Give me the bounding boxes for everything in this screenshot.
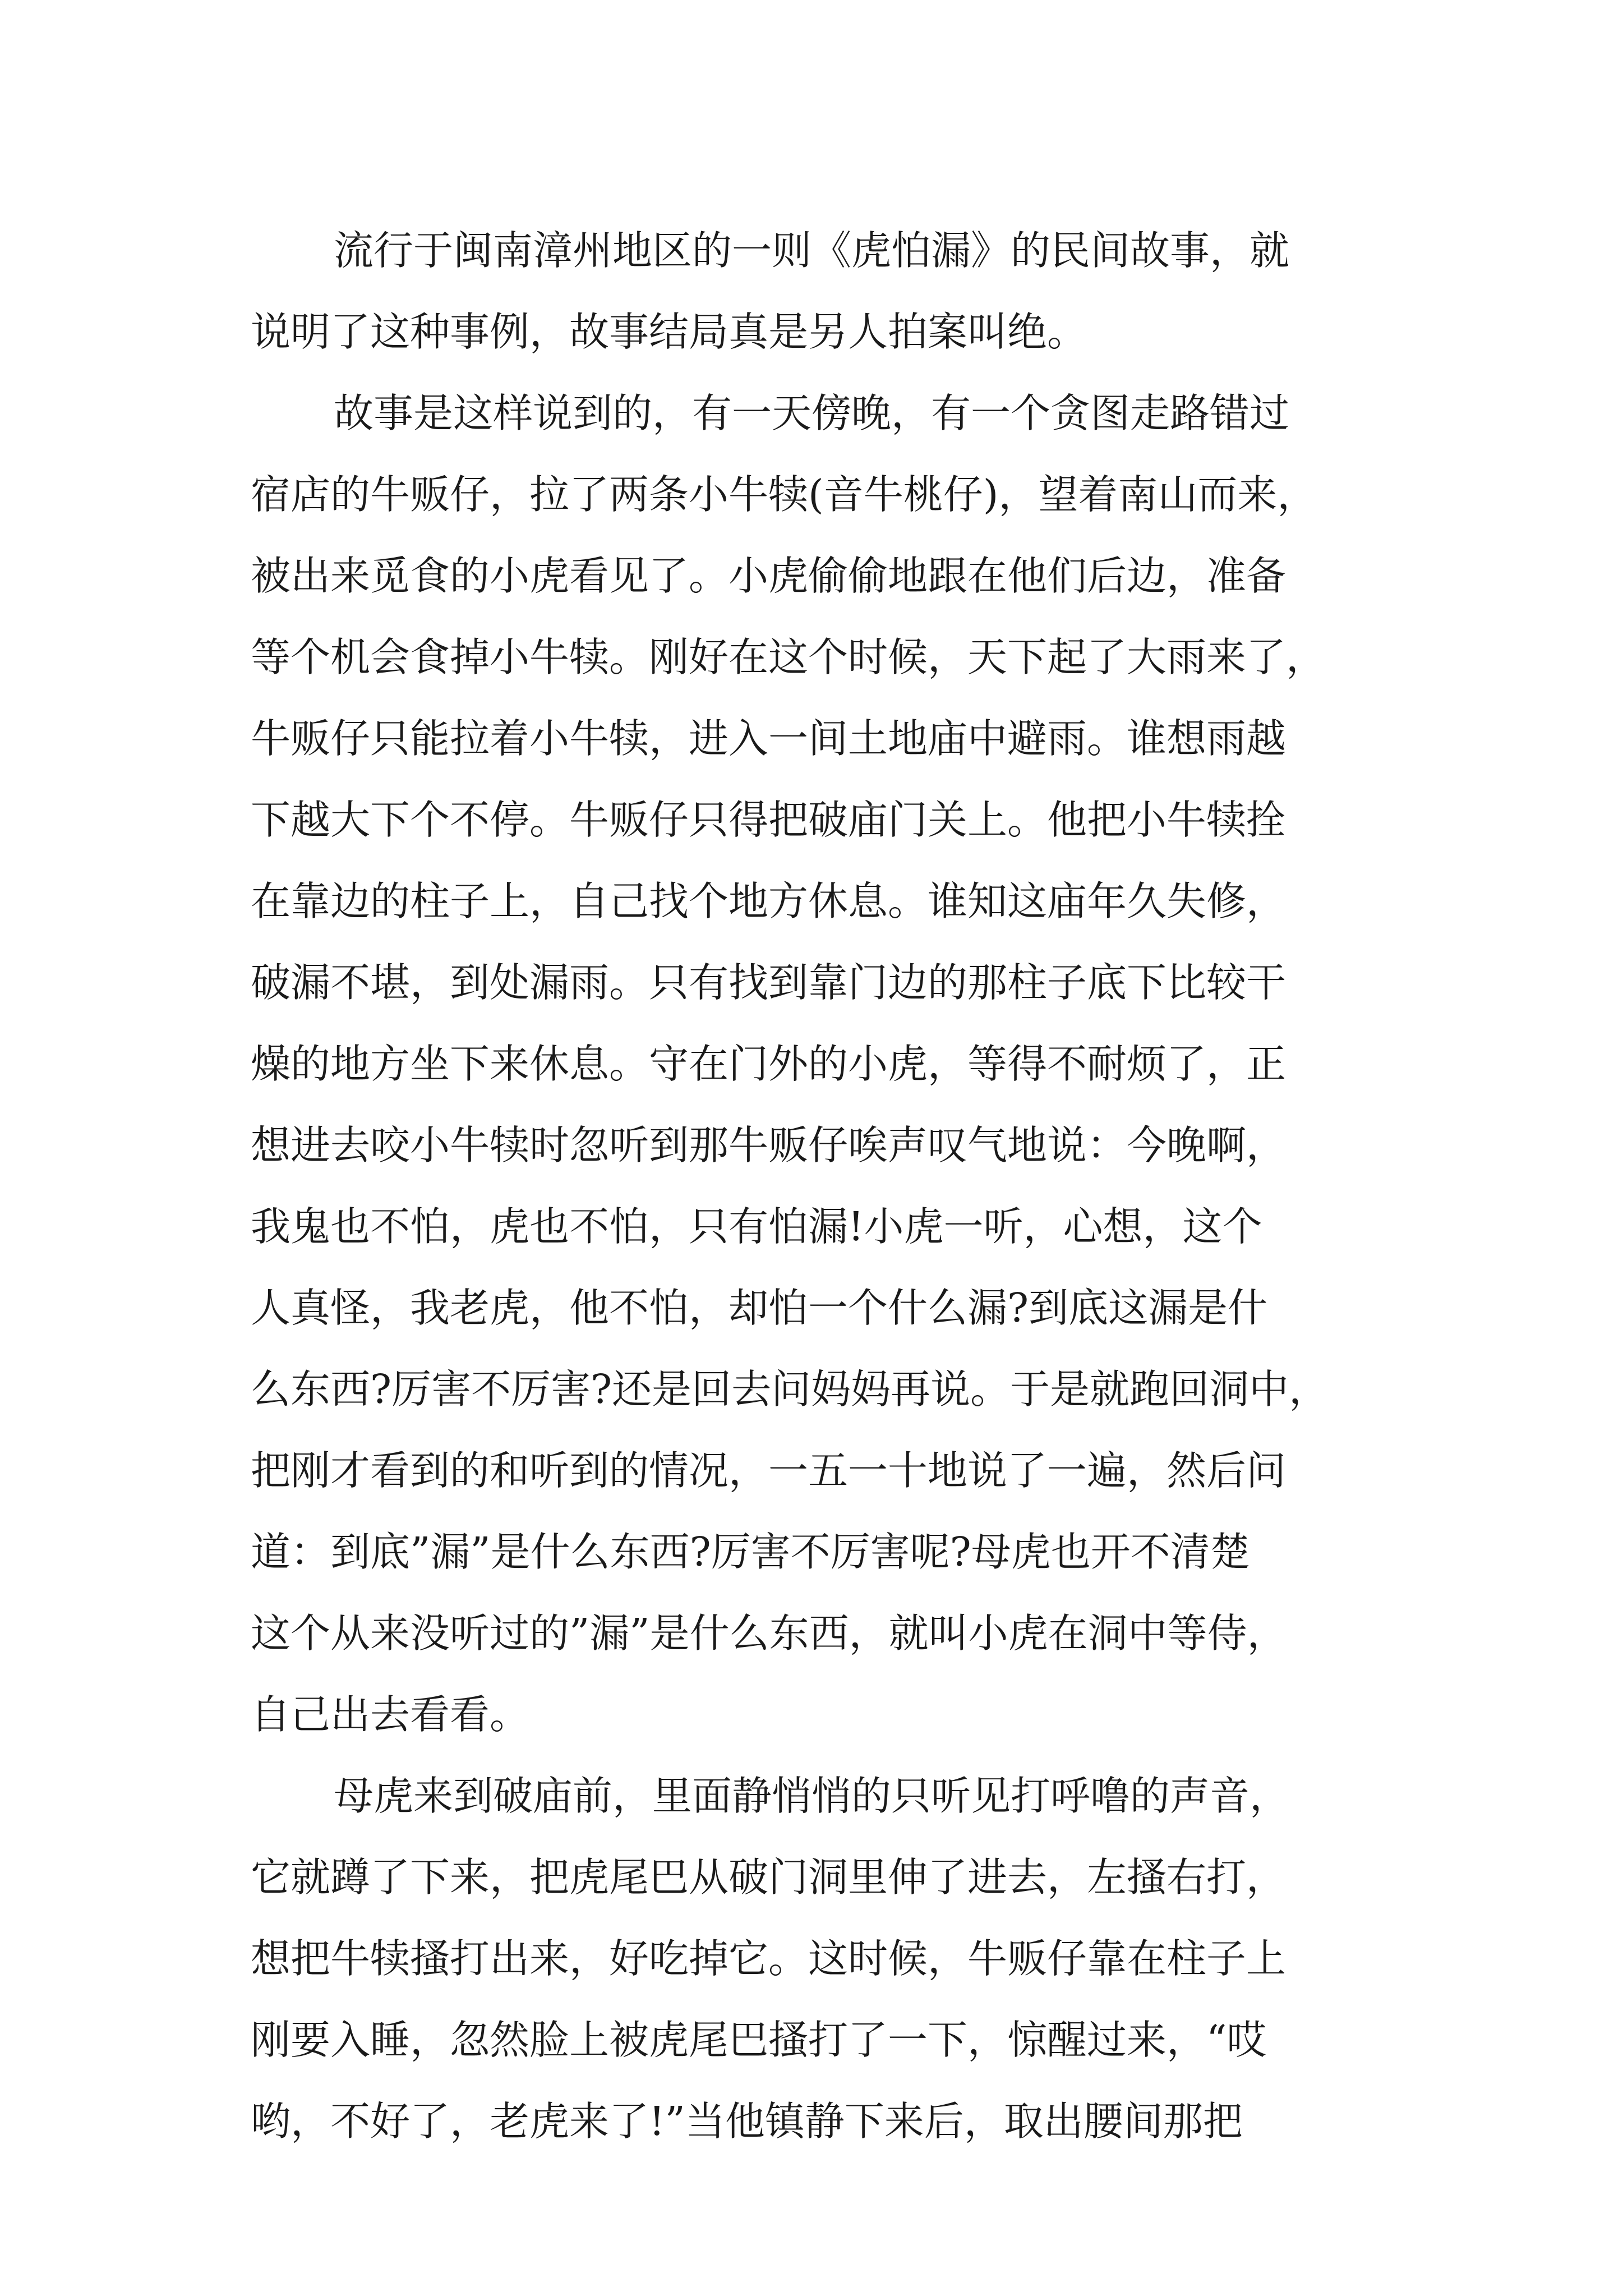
text-line: 想把牛犊搔打出来，好吃掉它。这时候，牛贩仔靠在柱子上 — [251, 1935, 1287, 1982]
text-line: 刚要入睡，忽然脸上被虎尾巴搔打了一下，惊醒过来，“哎 — [251, 2017, 1267, 2063]
text-line: 它就蹲了下来，把虎尾巴从破门洞里伸了进去，左搔右打， — [251, 1854, 1287, 1901]
text-line: 道：到底”漏”是什么东西?厉害不厉害呢?母虎也开不清楚 — [251, 1529, 1250, 1575]
text-line: 故事是这样说到的，有一天傍晚，有一个贪图走路错过 — [334, 390, 1290, 436]
text-line: 把刚才看到的和听到的情况，一五一十地说了一遍，然后问 — [251, 1447, 1287, 1494]
text-line: 自己出去看看。 — [251, 1691, 530, 1738]
text-line: 母虎来到破庙前，里面静悄悄的只听见打呼噜的声音， — [334, 1773, 1290, 1819]
paragraph-story — [251, 372, 1377, 1755]
text-line: 这个从来没听过的”漏”是什么东西，就叫小虎在洞中等侍， — [251, 1610, 1287, 1657]
text-line: 燥的地方坐下来休息。守在门外的小虎，等得不耐烦了，正 — [251, 1041, 1287, 1087]
text-line: 想进去咬小牛犊时忽听到那牛贩仔唉声叹气地说：今晚啊， — [251, 1122, 1287, 1168]
text-line: 人真怪，我老虎，他不怕，却怕一个什么漏?到底这漏是什 — [251, 1285, 1268, 1331]
text-line: 等个机会食掉小牛犊。刚好在这个时候，天下起了大雨来了， — [251, 634, 1326, 680]
text-line: 牛贩仔只能拉着小牛犊，进入一间土地庙中避雨。谁想雨越 — [251, 715, 1287, 762]
text-line: 我鬼也不怕，虎也不怕，只有怕漏!小虎一听，心想，这个 — [251, 1203, 1262, 1250]
story-text — [251, 210, 1377, 2162]
text-line: 哟，不好了，老虎来了!”当他镇静下来后，取出腰间那把 — [251, 2098, 1243, 2145]
text-line: 在靠边的柱子上，自己找个地方休息。谁知这庙年久失修， — [251, 878, 1287, 924]
text-line: 下越大下个不停。牛贩仔只得把破庙门关上。他把小牛犊拴 — [251, 797, 1287, 843]
paragraph-tiger — [251, 1755, 1377, 2162]
text-line: 被出来觅食的小虎看见了。小虎偷偷地跟在他们后边，准备 — [251, 553, 1287, 599]
text-line: 宿店的牛贩仔，拉了两条小牛犊(音牛桃仔)，望着南山而来， — [251, 471, 1317, 518]
text-line: 么东西?厉害不厉害?还是回去问妈妈再说。于是就跑回洞中， — [251, 1366, 1329, 1412]
text-line: 说明了这种事例，故事结局真是另人拍案叫绝。 — [251, 309, 1087, 355]
paragraph-intro — [251, 210, 1377, 372]
text-line: 破漏不堪，到处漏雨。只有找到靠门边的那柱子底下比较干 — [251, 959, 1287, 1006]
text-line: 流行于闽南漳州地区的一则《虎怕漏》的民间故事，就 — [334, 227, 1290, 274]
